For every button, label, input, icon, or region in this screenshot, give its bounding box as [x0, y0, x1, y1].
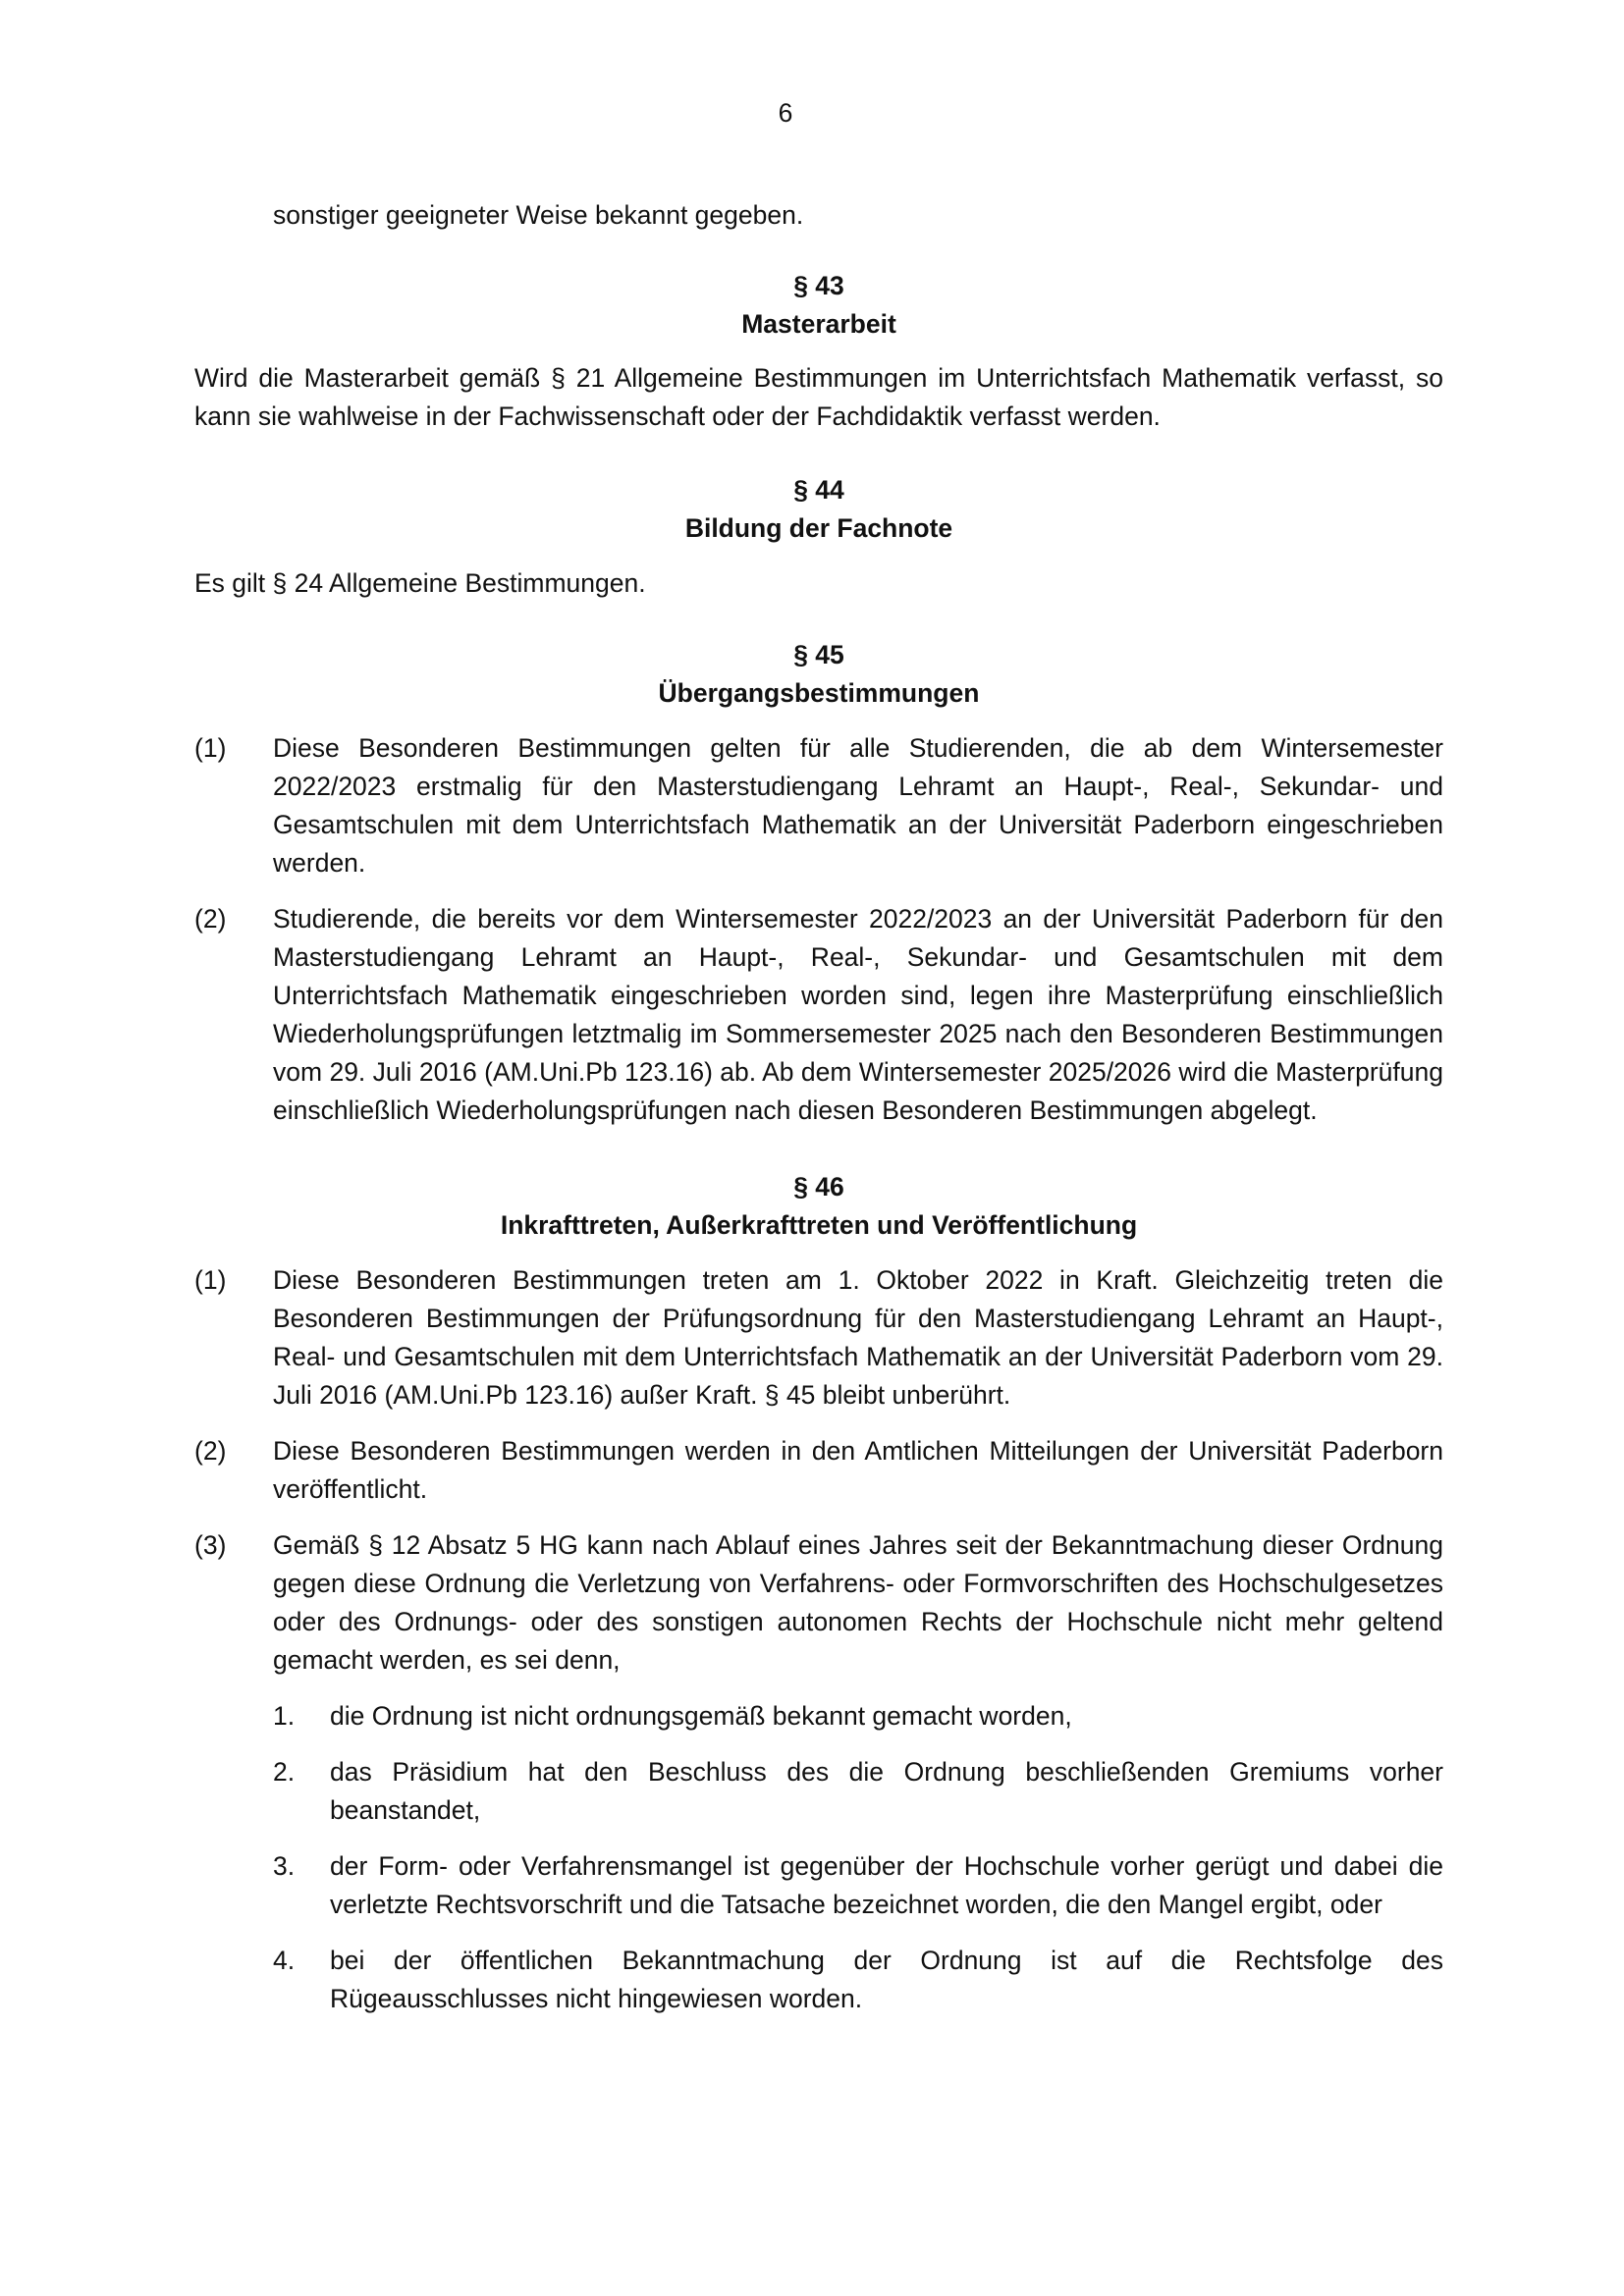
section-45-item: [194, 900, 1443, 1130]
item-text: Diese Besonderen Bestimmungen gelten für alle Studierenden, die ab dem Wintersemester 2022/2023 erstmalig für den Masterstudiengang Lehramt an Haupt-, Real-, Sekundar- und Gesamtschulen mit dem Unterrichtsfach Mathematik an der Universität Paderborn eingeschrieben werden.: [273, 733, 1443, 878]
section-44-title: Bildung der Fachnote: [684, 513, 953, 543]
item-number: (2): [194, 1436, 227, 1466]
item-text: Diese Besonderen Bestimmungen werden in den Amtlichen Mitteilungen der Universität Paderborn veröffentlicht.: [273, 1436, 1443, 1504]
section-46-item: [194, 1526, 1443, 2018]
item-number: (2): [194, 904, 227, 934]
sub-item: [273, 1753, 1443, 1830]
section-46-list: [194, 1261, 1443, 2018]
item-text: Studierende, die bereits vor dem Wintersemester 2022/2023 an der Universität Paderborn für den Masterstudiengang Lehramt an Haupt-, Real-, Sekundar- und Gesamtschulen mit dem Unterrichtsfach Mathematik eingeschrieben worden sind, legen ihre Masterprüfung einschließlich Wiederholungsprüfungen letztmalig im Sommersemester 2025 nach den Besonderen Bestimmungen vom 29. Juli 2016 (AM.Uni.Pb 123.16) ab. Ab dem Wintersemester 2025/2026 wird die Masterprüfung einschließlich Wiederholungsprüfungen nach diesen Besonderen Bestimmungen abgelegt.: [273, 904, 1443, 1125]
section-45-list: [194, 729, 1443, 1130]
item-text: Diese Besonderen Bestimmungen treten am 1. Oktober 2022 in Kraft. Gleichzeitig treten die Besonderen Bestimmungen der Prüfungsordnung für den Masterstudiengang Lehramt an Haupt-, Real- und Gesamtschulen mit dem Unterrichtsfach Mathematik an der Universität Paderborn vom 29. Juli 2016 (AM.Uni.Pb 123.16) außer Kraft. § 45 bleibt unberührt.: [273, 1265, 1443, 1410]
section-44-number: § 44: [793, 475, 844, 505]
sub-item: [273, 1942, 1443, 2018]
section-46-item: [194, 1432, 1443, 1509]
sub-item-text: das Präsidium hat den Beschluss des die Ordnung beschließenden Gremiums vorher beanstandet,: [330, 1757, 1443, 1825]
section-46-title: Inkrafttreten, Außerkrafttreten und Veröffentlichung: [500, 1210, 1138, 1240]
sub-item-number: 1.: [273, 1701, 296, 1731]
section-43-number: § 43: [793, 271, 844, 300]
item-number: (1): [194, 1265, 227, 1295]
section-46-number: § 46: [793, 1172, 844, 1201]
section-45-title: Übergangsbestimmungen: [658, 678, 980, 708]
continuation-text: sonstiger geeigneter Weise bekannt gegeben.: [273, 200, 804, 230]
sub-item-number: 2.: [273, 1757, 296, 1787]
section-46-item: [194, 1261, 1443, 1415]
sub-item: [273, 1697, 1443, 1735]
item-number: (1): [194, 733, 227, 763]
item-number: (3): [194, 1530, 227, 1560]
sub-item-text: die Ordnung ist nicht ordnungsgemäß bekannt gemacht worden,: [330, 1701, 1072, 1731]
section-45-item: [194, 729, 1443, 882]
section-45-number: § 45: [793, 640, 844, 669]
section-43-title: Masterarbeit: [741, 309, 896, 339]
sub-item-number: 3.: [273, 1851, 296, 1881]
sub-item-text: bei der öffentlichen Bekanntmachung der Ordnung ist auf die Rechtsfolge des Rügeausschlusses nicht hingewiesen worden.: [330, 1946, 1443, 2013]
section-44-text: Es gilt § 24 Allgemeine Bestimmungen.: [194, 568, 646, 598]
section-43-text: Wird die Masterarbeit gemäß § 21 Allgemeine Bestimmungen im Unterrichtsfach Mathematik verfasst, so kann sie wahlweise in der Fachwissenschaft oder der Fachdidaktik verfasst werden.: [194, 363, 1443, 431]
sub-item-text: der Form- oder Verfahrensmangel ist gegenüber der Hochschule vorher gerügt und dabei die verletzte Rechtsvorschrift und die Tatsache bezeichnet worden, die den Mangel ergibt, oder: [330, 1851, 1443, 1919]
item-text: Gemäß § 12 Absatz 5 HG kann nach Ablauf eines Jahres seit der Bekanntmachung dieser Ordnung gegen diese Ordnung die Verletzung von Verfahrens- oder Formvorschriften des Hochschulgesetzes oder des Ordnungs- oder des sonstigen autonomen Rechts der Hochschule nicht mehr geltend gemacht werden, es sei denn,: [273, 1530, 1443, 1675]
page-number: 6: [778, 98, 793, 128]
sub-item: [273, 1847, 1443, 1924]
sub-item-number: 4.: [273, 1946, 296, 1975]
